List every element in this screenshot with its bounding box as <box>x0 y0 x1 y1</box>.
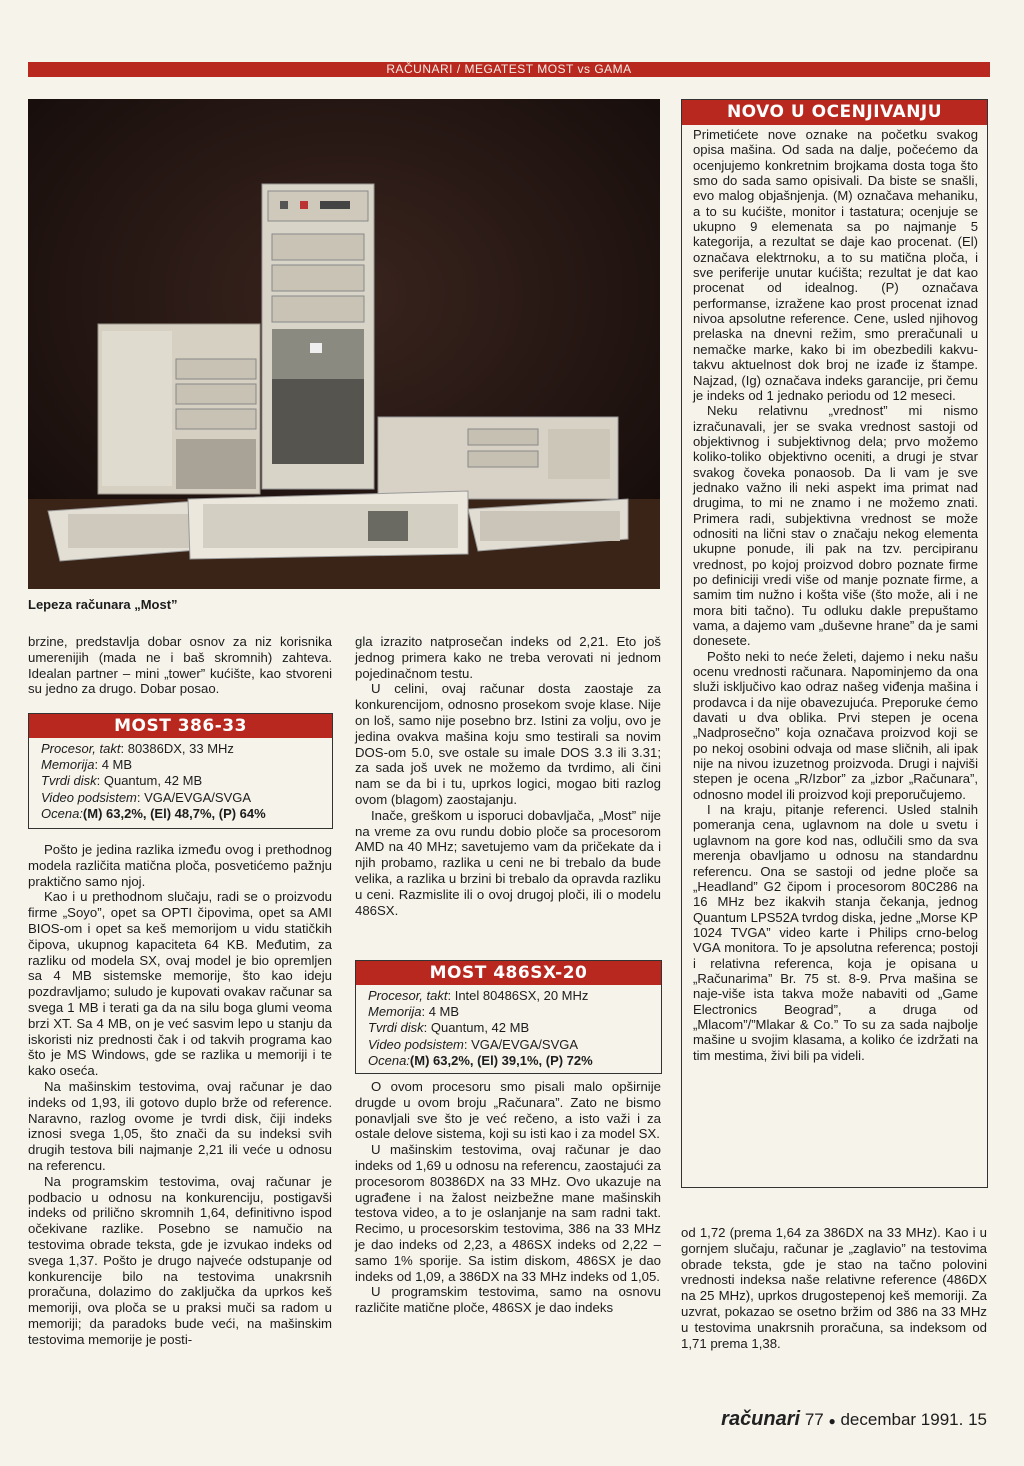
article-paragraph: od 1,72 (prema 1,64 za 386DX na 33 MHz). Kao i u gornjem slučaju, računar je „zaglavio” na testovima obrade teksta, gde je stao na tačno polovini vrednosti indeksa naše relativne reference (486DX na 25 MHz), uprkos drugostepenoj keš memoriji. Za uzvrat, pokazao se osetno bržim od 386 na 33 MHz u testovima unakrsnih proračuna, sa indeksom od 1,71 prema 1,38. <box>681 1225 987 1351</box>
left-column-top <box>28 634 332 697</box>
article-paragraph: U celini, ovaj računar dosta zaostaje za konkurencijom, odnosno prosekom svoje klase. Nije on loš, samo nije posebno brz. Istini za volju, ovo je jedina ovakva mašina koju smo testirali sa novim DOS-om 5.0, sve ostale su imale DOS 3.3 ili 3.31; za sada još uvek ne možemo da tvrdimo, ali čini nam se da bi i tu, uprkos logici, mogao biti razlog ovom (blagom) zaostajanju. <box>355 681 661 807</box>
article-paragraph: U mašinskim testovima, ovaj računar je dao indeks od 1,69 u odnosu na referencu, zaostajući za procesorom 80386DX na 33 MHz. Ovo ukazuje na ugrađene i na žalost neizbežne mane mašinskih testova video, a to je oslanjanje na sam radni takt. Recimo, u procesorskim testovima, 386 na 33 MHz je dao indeks od 2,23, a 486SX indeks od 2,22 – samo 1% sporije. Sa istim diskom, 486SX je dao indeks od 1,09, a 386DX na 33 MHz indeks od 1,05. <box>355 1142 661 1284</box>
desktop-case <box>378 417 618 499</box>
product-photo <box>28 99 660 589</box>
sidebar-text <box>682 125 987 1063</box>
right-column-bottom <box>681 1225 987 1351</box>
article-paragraph: O ovom procesoru smo pisali malo opširnije drugde u ovom broju „Računara”. Zato ne bismo ponavljali sve što je već rečeno, a isto važi i za ostale delove sistema, koji su isti kao i za model SX. <box>355 1079 661 1142</box>
sidebar-paragraph: Primetićete nove oznake na početku svakog opisa mašina. Od sada na dalje, počećemo da ocenjujemo konkretnim brojkama dosta toga što smo do sada samo opisivali. Da biste se snašli, evo malog objašnjenja. (M) označava mehaniku, a to su kućište, monitor i tastatura; ocenjuje se ukupno 9 elemenata sa po najmanje 5 kategorija, a rezultat se daje kao procenat. (El) označava elektrnoku, a to su matična ploča, i sve periferije unutar kućišta; rezultat je dat kao procenat od idealnog. (P) označava performanse, izražene kao prost procenat iznad nivoa apsolutne reference. Cene, usled njihovog prelaska na dnevni režim, smo preračunali u nemačke marke, kako bi im obezbedili kakvu-takvu aktuelnost dok broj ne izađe iz štampe. Najzad, (Ig) označava indeks garancije, pri čemu je indeks od 1 jednako periodu od 12 meseci. <box>693 127 978 403</box>
sidebar-box <box>681 99 988 1188</box>
spec-box-486 <box>355 960 662 1074</box>
article-paragraph: U programskim testovima, samo na osnovu različite matične ploče, 486SX je dao indeks <box>355 1284 661 1316</box>
spec-value: : 80386DX, 33 MHz <box>120 741 234 756</box>
spec-value: : 4 MB <box>421 1004 460 1020</box>
mini-tower-case <box>98 324 260 494</box>
score-value: (M) 63,2%, (El) 39,1%, (P) 72% <box>409 1052 593 1068</box>
article-paragraph: Inače, greškom u isporuci dobavljača, „Most” nije na vreme za ovu rundu dobio ploče sa procesorom AMD na 40 MHz; savetujemo vam da pričekate da i njih probamo, razlika u ceni ne bi trebalo da bude velika, a razlika u brzini bi trebalo da opravda razliku u ceni. Razmislite ili o ovoj drugoj ploči, ili o modelu 486SX. <box>355 807 661 918</box>
spec-value: : Intel 80486SX, 20 MHz <box>447 988 589 1003</box>
page-footer <box>721 1408 987 1431</box>
spec-box-title: MOST 386-33 <box>29 714 332 738</box>
tower-case <box>262 184 374 489</box>
left-column-body <box>28 842 332 1348</box>
spec-label: Video podsistem <box>368 1036 464 1052</box>
sidebar-paragraph: Neku relativnu „vrednost” mi nismo izračunavali, jer se svaka vrednost sastoji od objektivnog i subjektivnog dela; prvo možemo koliko-toliko objektivno oceniti, a drugi je stvar svakog čoveka ponaosob. Da li vam je sve jednako važno ili neki aspekt ima primat nad drugima, to mi ne znamo i ne možemo znati. Primera radi, subjektivna vrednost se može odnositi na lični stav o značaju nekog elementa ukupne ponude, ili pak na tzv. percipiranu vrednost, po kojoj proizvod dobro poznate firme po definiciji vredi više od manje poznate firme, a samim tim nužno i košta više (što može, ali i ne mora biti tačno). Tu odluku dakle prepuštamo vama, a dajemo vam „duševne hrane” da je sami donesete. <box>693 403 978 649</box>
article-paragraph: gla izrazito natprosečan indeks od 2,21. Eto još jednog primera kako ne treba verovati ni jednom pojedinačnom testu. <box>355 634 661 681</box>
article-paragraph: Pošto je jedina razlika između ovog i prethodnog modela različita matična ploča, posvetićemo pažnju praktično samo njoj. <box>28 842 332 889</box>
spec-box-body <box>29 738 332 826</box>
score-label: Ocena: <box>368 1052 410 1068</box>
issue-number: 77 <box>804 1410 824 1429</box>
spec-value: : Quantum, 42 MB <box>423 1020 530 1036</box>
page-number: 15 <box>968 1410 987 1429</box>
spec-label: Memorija <box>368 1004 422 1020</box>
sidebar-title: NOVO U OCENJIVANJU <box>682 100 987 125</box>
keyboard-center <box>188 491 468 559</box>
spec-value: : VGA/EVGA/SVGA <box>136 789 252 805</box>
spec-label: Procesor, takt <box>368 988 448 1003</box>
spec-label: Tvrdi disk <box>368 1020 424 1036</box>
middle-column-top <box>355 634 661 918</box>
spec-label: Procesor, takt <box>41 741 121 756</box>
running-header: RAČUNARI / MEGATEST MOST vs GAMA <box>28 62 990 77</box>
article-paragraph: brzine, predstavlja dobar osnov za niz korisnika umerenijih (mada ne i baš skromnih) zahteva. Idealan partner – mini „tower” kućište, kao stvoreni su jedno za drugo. Dobar posao. <box>28 634 332 697</box>
computers-illustration <box>28 99 660 589</box>
spec-box-body <box>356 985 661 1073</box>
spec-box-title: MOST 486SX-20 <box>356 961 661 985</box>
sidebar-paragraph: I na kraju, pitanje referenci. Usled stalnih pomeranja cena, uglavnom na dole u svetu i uglavnom na gore kod nas, odlučili smo da sva merenja obavljamo u odnosu na standardnu referencu. Ona se sastoji od jedne ploče sa „Headland” G2 čipom i procesorom 80C286 na 16 MHz bez ikakvih stanja čekanja, jednog Quantum LPS52A tvrdog diska, jedne „Morse KP 1024 TVGA” video karte i Philips crno-belog VGA monitora. To je apsolutna referenca; postoji i relativna referenca, koja je opisana u „Računarima” Br. 75 st. 8-9. Prva mašina se naje-više ista takva može nabaviti od „Game Electronics Beograd”, a druga od „Mlacom”/”Mlakar & Co.” To su za sada najbolje mašine u svojim klasama, a koliko će izdržati na tim mestima, živi bili pa videli. <box>693 802 978 1063</box>
spec-label: Video podsistem <box>41 789 137 805</box>
spec-label: Memorija <box>41 757 95 773</box>
spec-label: Tvrdi disk <box>41 773 97 789</box>
spec-value: : VGA/EVGA/SVGA <box>463 1036 579 1052</box>
article-paragraph: Na mašinskim testovima, ovaj računar je dao indeks od 1,93, ili gotovo duplo brže od reference. Naravno, razlog ovome je tvrdi disk, čiji indeks iznosi svega 1,05, što znači da su indeksi svih drugih testova bili najmanje 2,21 ili veće u odnosu na referencu. <box>28 1078 332 1173</box>
article-paragraph: Na programskim testovima, ovaj računar je podbacio u odnosu na konkurenciju, postigavši indeks od prilično skromnih 1,64, definitivno ispod očekivane razlike. Posebno se namučio na testovima obrade teksta, gde je izvukao indeks od svega 1,37. Pošto je drugo najveće odstupanje od konkurencije bilo na testovima unakrsnih proračuna, dolazimo do zaključka da uprkos keš memoriji, ova ploča se u praksi muči sa radom u memoriji; da paradoks bude veći, na mašinskim testovima memorije je posti- <box>28 1173 332 1347</box>
score-label: Ocena: <box>41 805 83 821</box>
article-paragraph: Kao i u prethodnom slučaju, radi se o proizvodu firme „Soyo”, opet sa OPTI čipovima, opet sa AMI BIOS-om i opet sa keš memorijom u vidu statičkih čipova, ukupnog kapaciteta 64 KB. Međutim, za razliku od modela SX, ovaj model je bio opremljen sa 4 MB sistemske memorije, što kao ideju pozdravljamo; suludo je kupovati ovakav računar sa svega 1 MB i terati ga da na silu boga glumi veoma brzi XT. Sa 4 MB, on je već sasvim lepo u stanju da iskoristi niz prednosti čak i od takvih programa kao što je MS Windows, gde se razlika u memoriji i te kako oseća. <box>28 889 332 1079</box>
photo-caption: Lepeza računara „Most” <box>28 597 178 612</box>
middle-column-body <box>355 1079 661 1316</box>
spec-value: : 4 MB <box>94 757 133 773</box>
footer-bullet: ● <box>828 1414 836 1428</box>
spec-box-386 <box>28 713 333 829</box>
issue-date: decembar 1991. <box>840 1410 964 1429</box>
score-value: (M) 63,2%, (El) 48,7%, (P) 64% <box>82 805 266 821</box>
sidebar-paragraph: Pošto neki to neće želeti, dajemo i neku našu ocenu vrednosti računara. Napominjemo da ona služi isključivo kao odraz našeg viđenja mašina i prodavca i da nije obavezujuća. Preporuke ćemo davati u dva oblika. Prvi stepen je ocena „Nadprosečno” koja označava proizvod koji se po nekoj osobini odvaja od mase sličnih, ali ipak nije na nivou izuzetnog proizvoda. Drugi i najviši stepen je ocena „R/Izbor” za „izbor „Računara”, odnosno model ili proizvod koji preporučujemo. <box>693 648 978 802</box>
spec-value: : Quantum, 42 MB <box>96 773 203 789</box>
magazine-logo: računari <box>721 1408 801 1430</box>
